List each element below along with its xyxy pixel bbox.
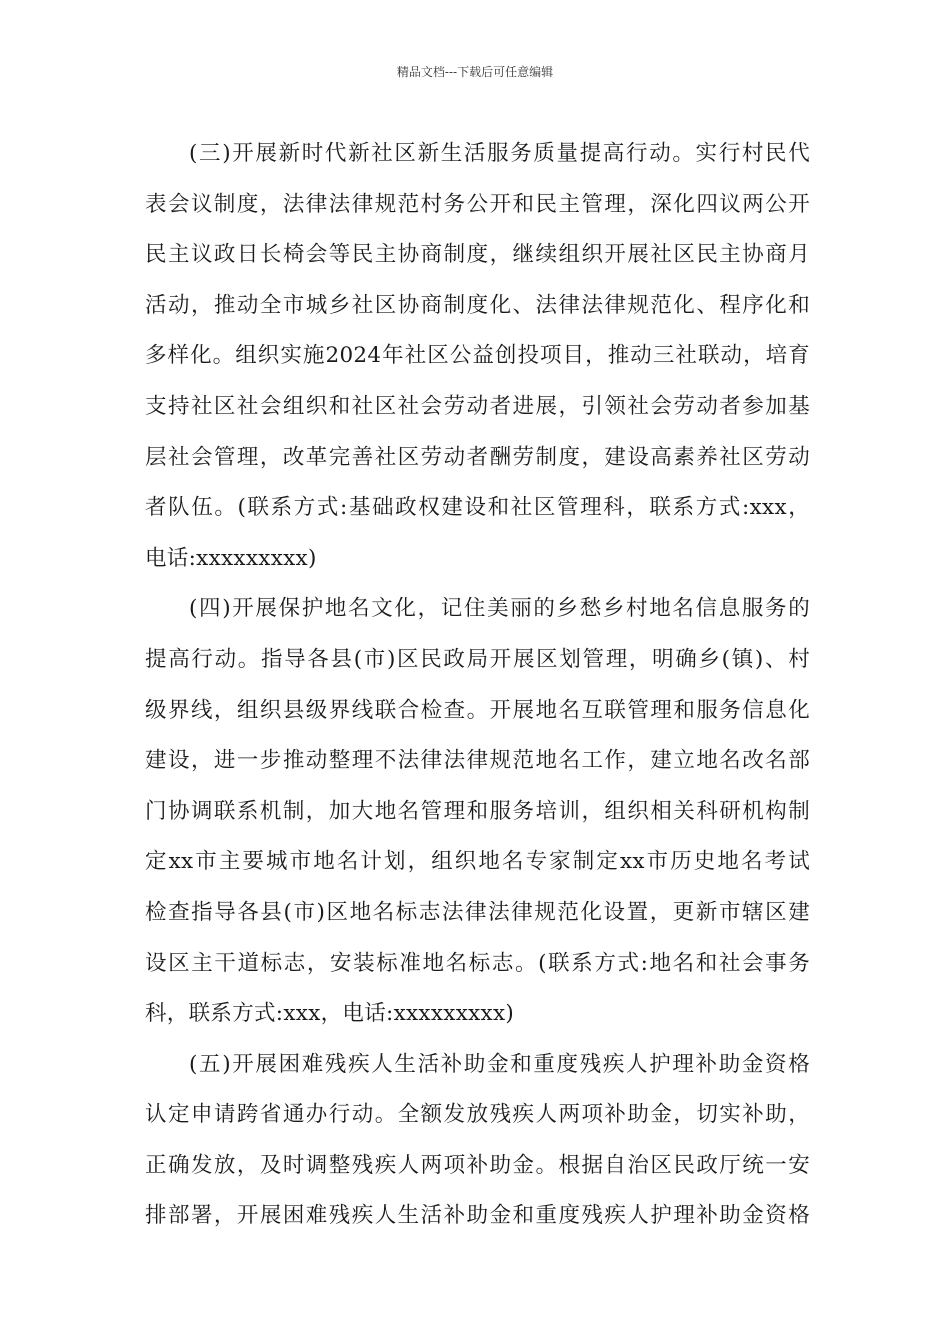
text-line: 认定申请跨省通办行动。全额发放残疾人两项补助金，切实补助， xyxy=(145,1102,810,1128)
text-line: 定xx市主要城市地名计划，组织地名专家制定xx市历史地名考试 xyxy=(145,849,810,875)
text-line: 科，联系方式:xxx，电话:xxxxxxxxx) xyxy=(145,1001,515,1027)
text-line: 层社会管理，改革完善社区劳动者酬劳制度，建设高素养社区劳动 xyxy=(145,444,810,470)
text-line: 多样化。组织实施2024年社区公益创投项目，推动三社联动，培育 xyxy=(145,343,810,369)
text-line: 者队伍。(联系方式:基础政权建设和社区管理科，联系方式:xxx， xyxy=(145,495,810,521)
text-line: 提高行动。指导各县(市)区民政局开展区划管理，明确乡(镇)、村 xyxy=(145,646,810,672)
text-line: (三)开展新时代新社区新生活服务质量提高行动。实行村民代 xyxy=(189,141,810,166)
text-line: 正确发放，及时调整残疾人两项补助金。根据自治区民政厅统一安 xyxy=(145,1152,810,1178)
text-line: (四)开展保护地名文化，记住美丽的乡愁乡村地名信息服务的 xyxy=(189,596,810,622)
paragraph-3 xyxy=(145,129,810,584)
text-line: 表会议制度，法律法律规范村务公开和民主管理，深化四议两公开 xyxy=(145,191,810,217)
paragraph-4 xyxy=(145,584,810,1039)
text-line: 级界线，组织县级界线联合检查。开展地名互联管理和服务信息化 xyxy=(145,697,810,723)
text-line: 检查指导各县(市)区地名标志法律法律规范化设置，更新市辖区建 xyxy=(145,899,810,925)
text-line: 设区主干道标志，安装标准地名标志。(联系方式:地名和社会事务 xyxy=(145,950,810,976)
text-line: (五)开展困难残疾人生活补助金和重度残疾人护理补助金资格 xyxy=(189,1051,810,1077)
text-line: 活动，推动全市城乡社区协商制度化、法律法律规范化、程序化和 xyxy=(145,292,810,318)
paragraph-5 xyxy=(145,1040,810,1242)
text-line: 民主议政日长椅会等民主协商制度，继续组织开展社区民主协商月 xyxy=(145,242,810,268)
text-line: 支持社区社会组织和社区社会劳动者进展，引领社会劳动者参加基 xyxy=(145,393,810,419)
text-line: 电话:xxxxxxxxx) xyxy=(145,545,317,571)
text-line: 建设，进一步推动整理不法律法律规范地名工作，建立地名改名部 xyxy=(145,748,810,774)
text-line: 门协调联系机制，加大地名管理和服务培训，组织相关科研机构制 xyxy=(145,798,810,824)
page-header: 精品文档---下载后可任意编辑 xyxy=(396,65,554,79)
document-body xyxy=(145,129,810,1242)
text-line: 排部署，开展困难残疾人生活补助金和重度残疾人护理补助金资格 xyxy=(145,1203,810,1229)
